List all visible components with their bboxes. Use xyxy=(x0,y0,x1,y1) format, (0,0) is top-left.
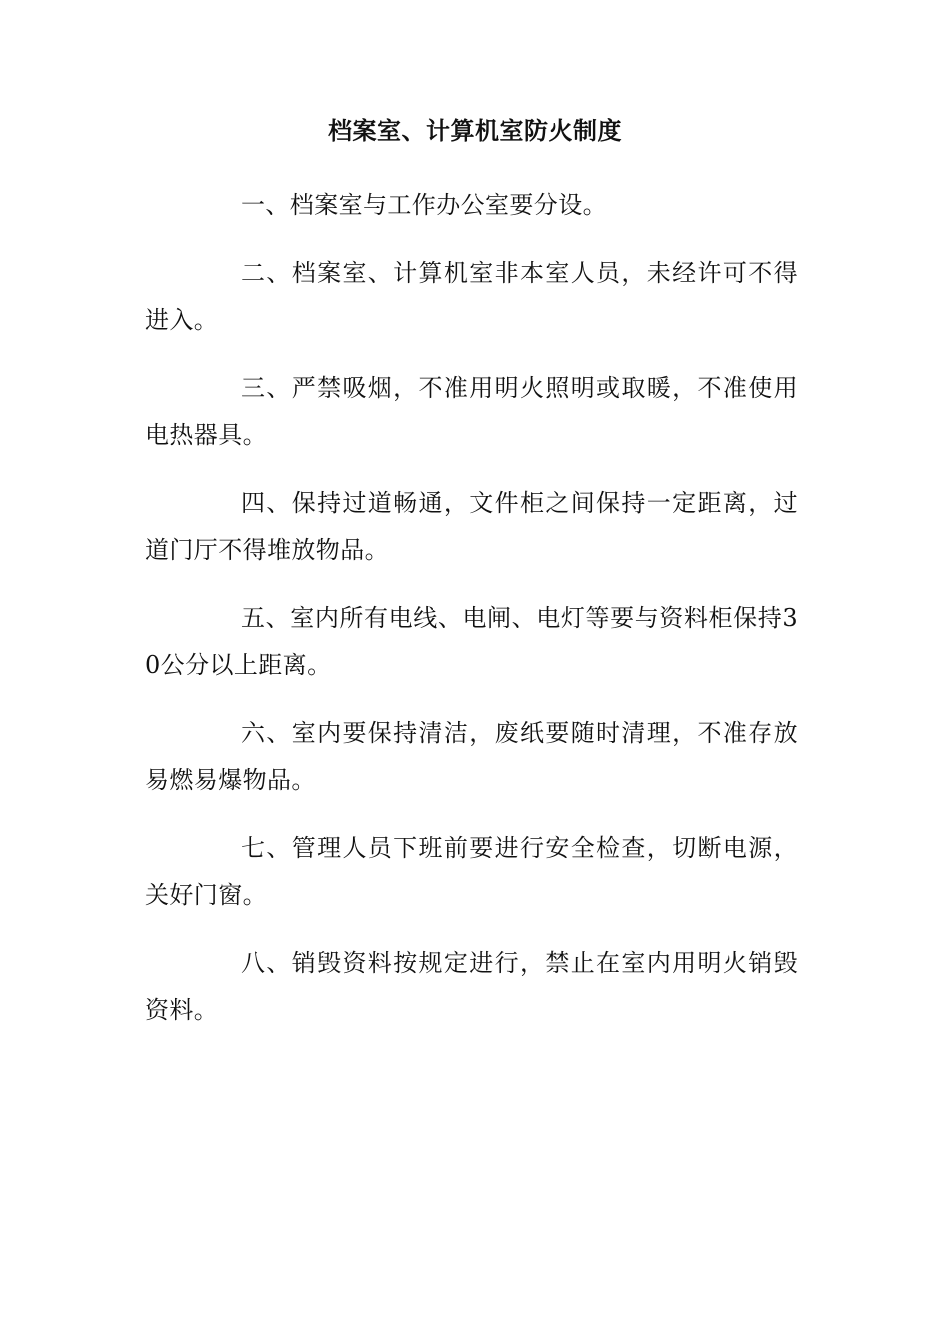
rule-paragraph-4: 四、保持过道畅通，文件柜之间保持一定距离，过道门厅不得堆放物品。 xyxy=(145,489,798,564)
rule-paragraph-2: 二、档案室、计算机室非本室人员，未经许可不得进入。 xyxy=(145,259,798,334)
rule-paragraph-5: 五、室内所有电线、电闸、电灯等要与资料柜保持30公分以上距离。 xyxy=(145,604,798,679)
rule-paragraph-7: 七、管理人员下班前要进行安全检查，切断电源，关好门窗。 xyxy=(145,834,798,909)
rule-paragraph-1: 一、档案室与工作办公室要分设。 xyxy=(241,191,607,219)
rule-paragraph-3: 三、严禁吸烟，不准用明火照明或取暖，不准使用电热器具。 xyxy=(145,374,798,449)
rule-paragraph-6: 六、室内要保持清洁，废纸要随时清理，不准存放易燃易爆物品。 xyxy=(145,719,798,794)
document-title: 档案室、计算机室防火制度 xyxy=(328,116,622,145)
document-body xyxy=(145,182,798,1055)
rule-paragraph-8: 八、销毁资料按规定进行，禁止在室内用明火销毁资料。 xyxy=(145,949,798,1024)
